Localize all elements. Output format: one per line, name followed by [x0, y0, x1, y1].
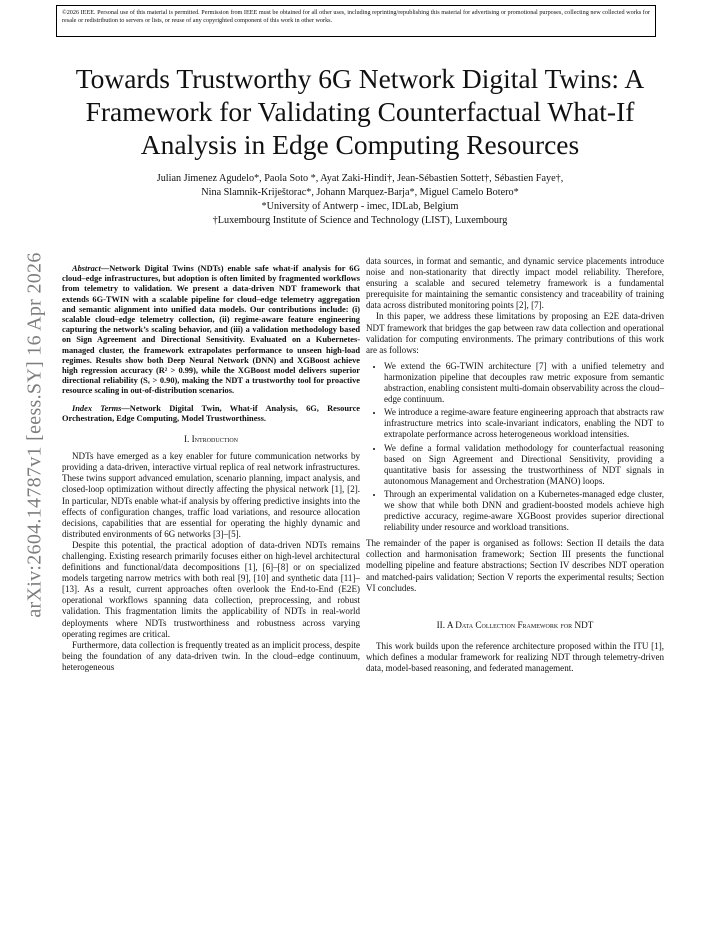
author-line-1: Julian Jimenez Agudelo*, Paola Soto *, Ayat Zaki-Hindi†, Jean-Sébastien Sottet†, Sébastien Faye†, [156, 173, 564, 184]
arxiv-identifier: arXiv:2604.14787v1 [eess.SY] 16 Apr 2026 [23, 252, 46, 618]
author-block [60, 172, 660, 228]
index-terms-label: Index Terms [72, 403, 122, 413]
index-terms-text: —Network Digital Twin, What-if Analysis, 6G, Resource Orchestration, Edge Computing, Model Trustworthiness. [62, 403, 361, 423]
section-heading-data-collection: II. A Data Collection Framework for NDT [436, 619, 594, 630]
right-paragraph-3: The remainder of the paper is organised as follows: Section II details the data collection and harmonisation framework; Section III presents the functional modelling pipeline and feature abstractions; Section IV describes NDT operation and matched-pairs validation; Section V reports the experimental results; Section VI concludes. [366, 538, 664, 593]
list-item: • We introduce a regime-aware feature engineering approach that abstracts raw infrastructure metrics into scale-invariant indicators, enabling the NDT to extrapolate performance across heterogeneous workload intensities. [384, 407, 664, 440]
abstract [62, 264, 360, 397]
author-line-2: Nina Slamnik-Kriještorac*, Johann Marquez-Barja*, Miguel Camelo Botero* [201, 187, 519, 198]
affiliation-1: *University of Antwerp - imec, IDLab, Belgium [261, 201, 459, 212]
right-column [366, 256, 664, 674]
right-paragraph-1: data sources, in format and semantic, and dynamic service placements introduce noise and non-stationarity that directly impact model reliability. Therefore, ensuring a scalable and secured telemetry framework is a fundamental prerequisite for maintaining the semantic consistency and traceability of training data across distributed monitoring points [2], [7]. [366, 256, 664, 311]
abstract-text: —Network Digital Twins (NDTs) enable safe what-if analysis for 6G cloud–edge infrastructures, but adoption is often limited by fragmented workflows from telemetry to validation. We present a data-driven NDT framework that extends 6G-TWIN with a scalable pipeline for cloud–edge telemetry aggregation and semantic alignment into unified data models. Our contributions include: (i) scalable cloud–edge telemetry collection, (ii) regime-aware feature engineering capturing the network’s scaling behavior, and (iii) a validation methodology based on Sign Agreement and Directional Sensitivity. Evaluated on a Kubernetes-managed cluster, the framework extrapolates performance to unseen high-load regimes. Results show both Deep Neural Network (DNN) and XGBoost achieve high regression accuracy (R² > 0.99), while the XGBoost model delivers superior directional reliability (Sₑ > 0.90), making the NDT a trustworthy tool for proactive resource scaling in out-of-distribution scenarios. [62, 264, 360, 396]
section-2-paragraph-1: This work builds upon the reference architecture proposed within the ITU [1], which defines a modular framework for realizing NDT through telemetry-driven data, model-based reasoning, and federated management. [366, 640, 664, 673]
right-paragraph-2: In this paper, we address these limitations by proposing an E2E data-driven NDT framework that bridges the gap between raw data collection and operational validation for computing environments. The primary contributions of this work are as follows: [366, 311, 664, 355]
section-heading-introduction: I. Introduction [183, 434, 239, 445]
contributions-list [366, 361, 664, 533]
abstract-label: Abstract [72, 264, 101, 273]
affiliation-2: †Luxembourg Institute of Science and Technology (LIST), Luxembourg [212, 215, 508, 226]
copyright-notice: ©2026 IEEE. Personal use of this material is permitted. Permission from IEEE must be obtained for all other uses, including reprinting/republishing this material for advertising or promotional purposes, collecting new collected works for resale or redistribution to servers or lists, or reuse of any copyrighted component of this work in other works. [56, 5, 656, 37]
list-item: • Through an experimental validation on a Kubernetes-managed edge cluster, we show that while both DNN and gradient-boosted models achieve high predictive accuracy, regime-aware XGBoost provides superior directional reliability under resource and workload transitions. [384, 489, 664, 533]
list-item: • We extend the 6G-TWIN architecture [7] with a unified telemetry and harmonization pipeline that decouples raw metric exposure from semantic abstraction, enabling consistent multi-domain observability across the cloud–edge continuum. [384, 361, 664, 405]
left-column [62, 264, 360, 673]
arxiv-sidebar [20, 250, 50, 620]
paper-title: Towards Trustworthy 6G Network Digital Twins: A Framework for Validating Counterfactual What-If Analysis in Edge Computing Resources [75, 63, 645, 160]
intro-paragraph-3: Furthermore, data collection is frequently treated as an implicit process, despite being the foundation of any data-driven twin. In the cloud–edge continuum, heterogeneous [62, 639, 360, 672]
intro-paragraph-2: Despite this potential, the practical adoption of data-driven NDTs remains challenging. Existing research primarily focuses either on high-level architectural definitions and functional/data decompositions [1], [6]–[8] or on specialized models targeting narrow metrics with both real [9], [10] and synthetic data [11]–[13]. As a result, current approaches often overlook the End-to-End (E2E) operational workflows spanning data collection, preprocessing, and robust validation. This fragmentation limits the applicability of NDTs in real-world deployments where NDTs trustworthiness and robustness across varying operating regimes are critical. [62, 539, 360, 639]
index-terms [62, 404, 360, 424]
list-item: • We define a formal validation methodology for counterfactual reasoning based on Sign Agreement and Directional Sensitivity, providing a quantitative basis for assessing the trustworthiness of NDT signals in autonomous Management and Orchestration (MANO) loops. [384, 443, 664, 487]
intro-paragraph-1: NDTs have emerged as a key enabler for future communication networks by providing a data-driven, interactive virtual replica of real network infrastructures. These twins support advanced emulation, scenario planning, impact analysis, and closed-loop optimization without directly affecting the physical network [1], [2]. In particular, NDTs enable what-if analysis by offering predictive insights into the effects of configuration changes, traffic load variations, and resource allocation decisions, capabilities that are essential for operating the highly dynamic and distributed environments of 6G networks [3]–[5]. [62, 451, 360, 539]
